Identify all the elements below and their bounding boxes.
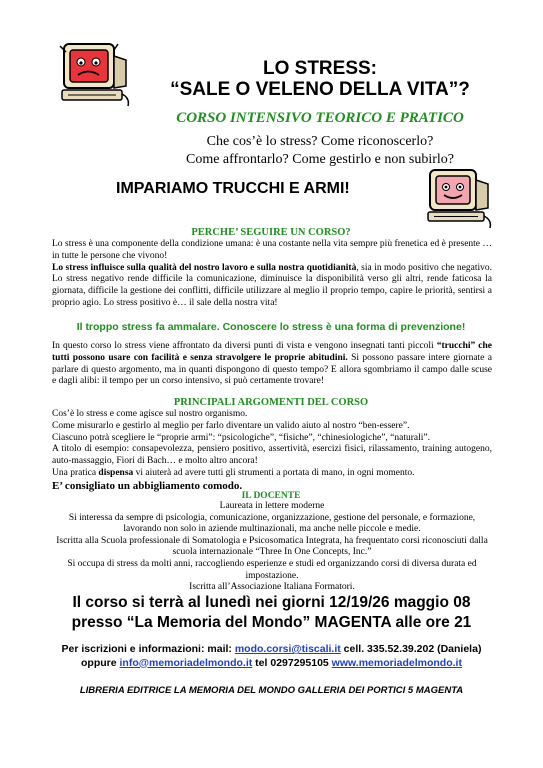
contacts-line-1 <box>20 643 523 657</box>
contacts-line-2 <box>20 657 523 671</box>
question-line-1: Che cos’è lo stress? Come riconoscerlo? <box>206 134 434 149</box>
practice-pre: Una pratica <box>52 467 99 478</box>
title-line-1: LO STRESS: <box>262 58 377 79</box>
why-paragraph-2-rest: , sia in modo positivo che negativo. Lo stress negativo rende difficile la comunicazione, diminuisce la disponibilità verso gli altri, rende faticosa la giornata, difficile la gestione dei conflitti, difficile utilizzare al meglio il proprio tempo, capire le priorità, sentirsi a proprio agio. Lo stress positivo è… il sale della nostra vita! <box>52 262 492 308</box>
teacher-line: Laureata in lettere moderne <box>219 501 325 511</box>
contacts-label: Per iscrizioni e informazioni: mail: <box>61 643 235 655</box>
why-paragraph-2-bold: Lo stress influisce sulla qualità del nostro lavoro e sulla nostra quotidianità <box>52 262 357 273</box>
phone-shop: tel 0297295105 <box>252 656 332 669</box>
course-subtitle: CORSO INTENSIVO TEORICO E PRATICO <box>176 110 464 126</box>
computer-icon <box>58 42 134 110</box>
page-title <box>150 58 490 100</box>
why-paragraph-1: Lo stress è una componente della condizione umana: è una costante nella vita sempre più frenetica ed è presente … in tutte le persone che vivono! <box>52 239 492 261</box>
practice-post: vi aiuterà ad avere tutti gli strumenti a portata di mano, in ogni momento. <box>133 467 415 478</box>
course-part-3: Si possono passare intere giornate a parlare di questo argomento, ma in quanti dispongono di questo tempo? E allora sgombriamo il campo dalle scuse e dagli alibi: il tempo per un corso intensivo, si può certamente trovare! <box>52 352 492 387</box>
topics-heading: PRINCIPALI ARGOMENTI DEL CORSO <box>173 397 369 408</box>
why-text <box>52 239 492 310</box>
title-line-2: “SALE O VELENO DELLA VITA”? <box>170 79 470 100</box>
course-part-2-bold: “trucchi” che tutti possono usare con facilità e senza stravolgere le proprie abitudini. <box>52 341 492 363</box>
course-paragraph <box>52 341 492 388</box>
why-paragraph-2 <box>52 263 492 310</box>
topic-line: Cos’è lo stress e come agisce sul nostro organismo. <box>52 409 248 419</box>
footer-address: LIBRERIA EDITRICE LA MEMORIA DEL MONDO GALLERIA DEI PORTICI 5 MAGENTA <box>79 685 464 696</box>
course-schedule <box>30 593 513 633</box>
prevention-statement: Il troppo stress fa ammalare. Conoscere lo stress è una forma di prevenzione! <box>76 321 466 333</box>
teacher-bio <box>52 501 492 594</box>
practice-bold: dispensa <box>98 467 134 478</box>
happy-computer-illustration <box>422 168 498 230</box>
course-description <box>52 341 492 388</box>
phone-daniela: cell. 335.52.39.202 (Daniela) <box>340 643 482 655</box>
oppure-label: oppure <box>81 656 120 669</box>
topics-list <box>52 409 492 493</box>
practice-line <box>52 468 492 480</box>
schedule-line-1: Il corso si terrà al lunedì nei giorni 12/19/26 maggio 08 <box>72 594 471 611</box>
why-heading: PERCHE’ SEGUIRE UN CORSO? <box>191 227 351 238</box>
topic-line: A titolo di esempio: consapevolezza, pensiero positivo, assertività, esercizi fisici, rilassamento, training autogeno, auto-massaggio, Fiori di Bach… e molto altro ancora! <box>52 444 492 467</box>
computer-icon <box>422 168 498 230</box>
stressed-computer-illustration <box>58 42 134 110</box>
slogan: IMPARIAMO TRUCCHI E ARMI! <box>116 180 350 197</box>
teacher-line: Iscritta alla Scuola professionale di Somatologia e Psicosomatica Integrata, ha frequentato corsi riconosciuti dalla scuola internazionale “Three In One Concepts, Inc.” <box>56 535 488 558</box>
question-line-2: Come affrontarlo? Come gestirlo e non subirlo? <box>185 152 454 167</box>
teacher-line: Iscritta all’Associazione Italiana Formatori. <box>189 582 355 593</box>
contacts <box>20 643 523 670</box>
teacher-line: Si interessa da sempre di psicologia, comunicazione, organizzazione, gestione del personale, e formazione, lavorando non solo in aziende multinazionali, ma anche nelle piccole e medie. <box>68 512 476 535</box>
topic-line: Ciascuno potrà scegliere le “proprie armi”: “psicologiche”, “fisiche”, “chinesiologiche”, “naturali”. <box>52 432 430 443</box>
teacher-line: Si occupa di stress da molti anni, raccogliendo esperienze e studi ed organizzando corsi di diversa durata ed impostazione. <box>67 558 477 581</box>
teacher-heading: IL DOCENTE <box>241 491 301 501</box>
email-link-info[interactable]: info@memoriadelmondo.it <box>119 656 253 669</box>
email-link-corsi[interactable]: modo.corsi@tiscali.it <box>234 643 341 655</box>
course-part-1: In questo corso lo stress viene affrontato da diversi punti di vista e vengono insegnati tanti piccoli <box>52 341 437 351</box>
topic-line: Come misurarlo e gestirlo al meglio per farlo diventare un valido aiuto al nostro “ben-essere”. <box>52 420 410 431</box>
schedule-line-2: presso “La Memoria del Mondo” MAGENTA alle ore 21 <box>71 614 472 631</box>
intro-questions <box>150 133 490 169</box>
website-link[interactable]: www.memoriadelmondo.it <box>331 656 462 669</box>
clothing-note: E’ consigliato un abbigliamento comodo. <box>52 479 243 492</box>
